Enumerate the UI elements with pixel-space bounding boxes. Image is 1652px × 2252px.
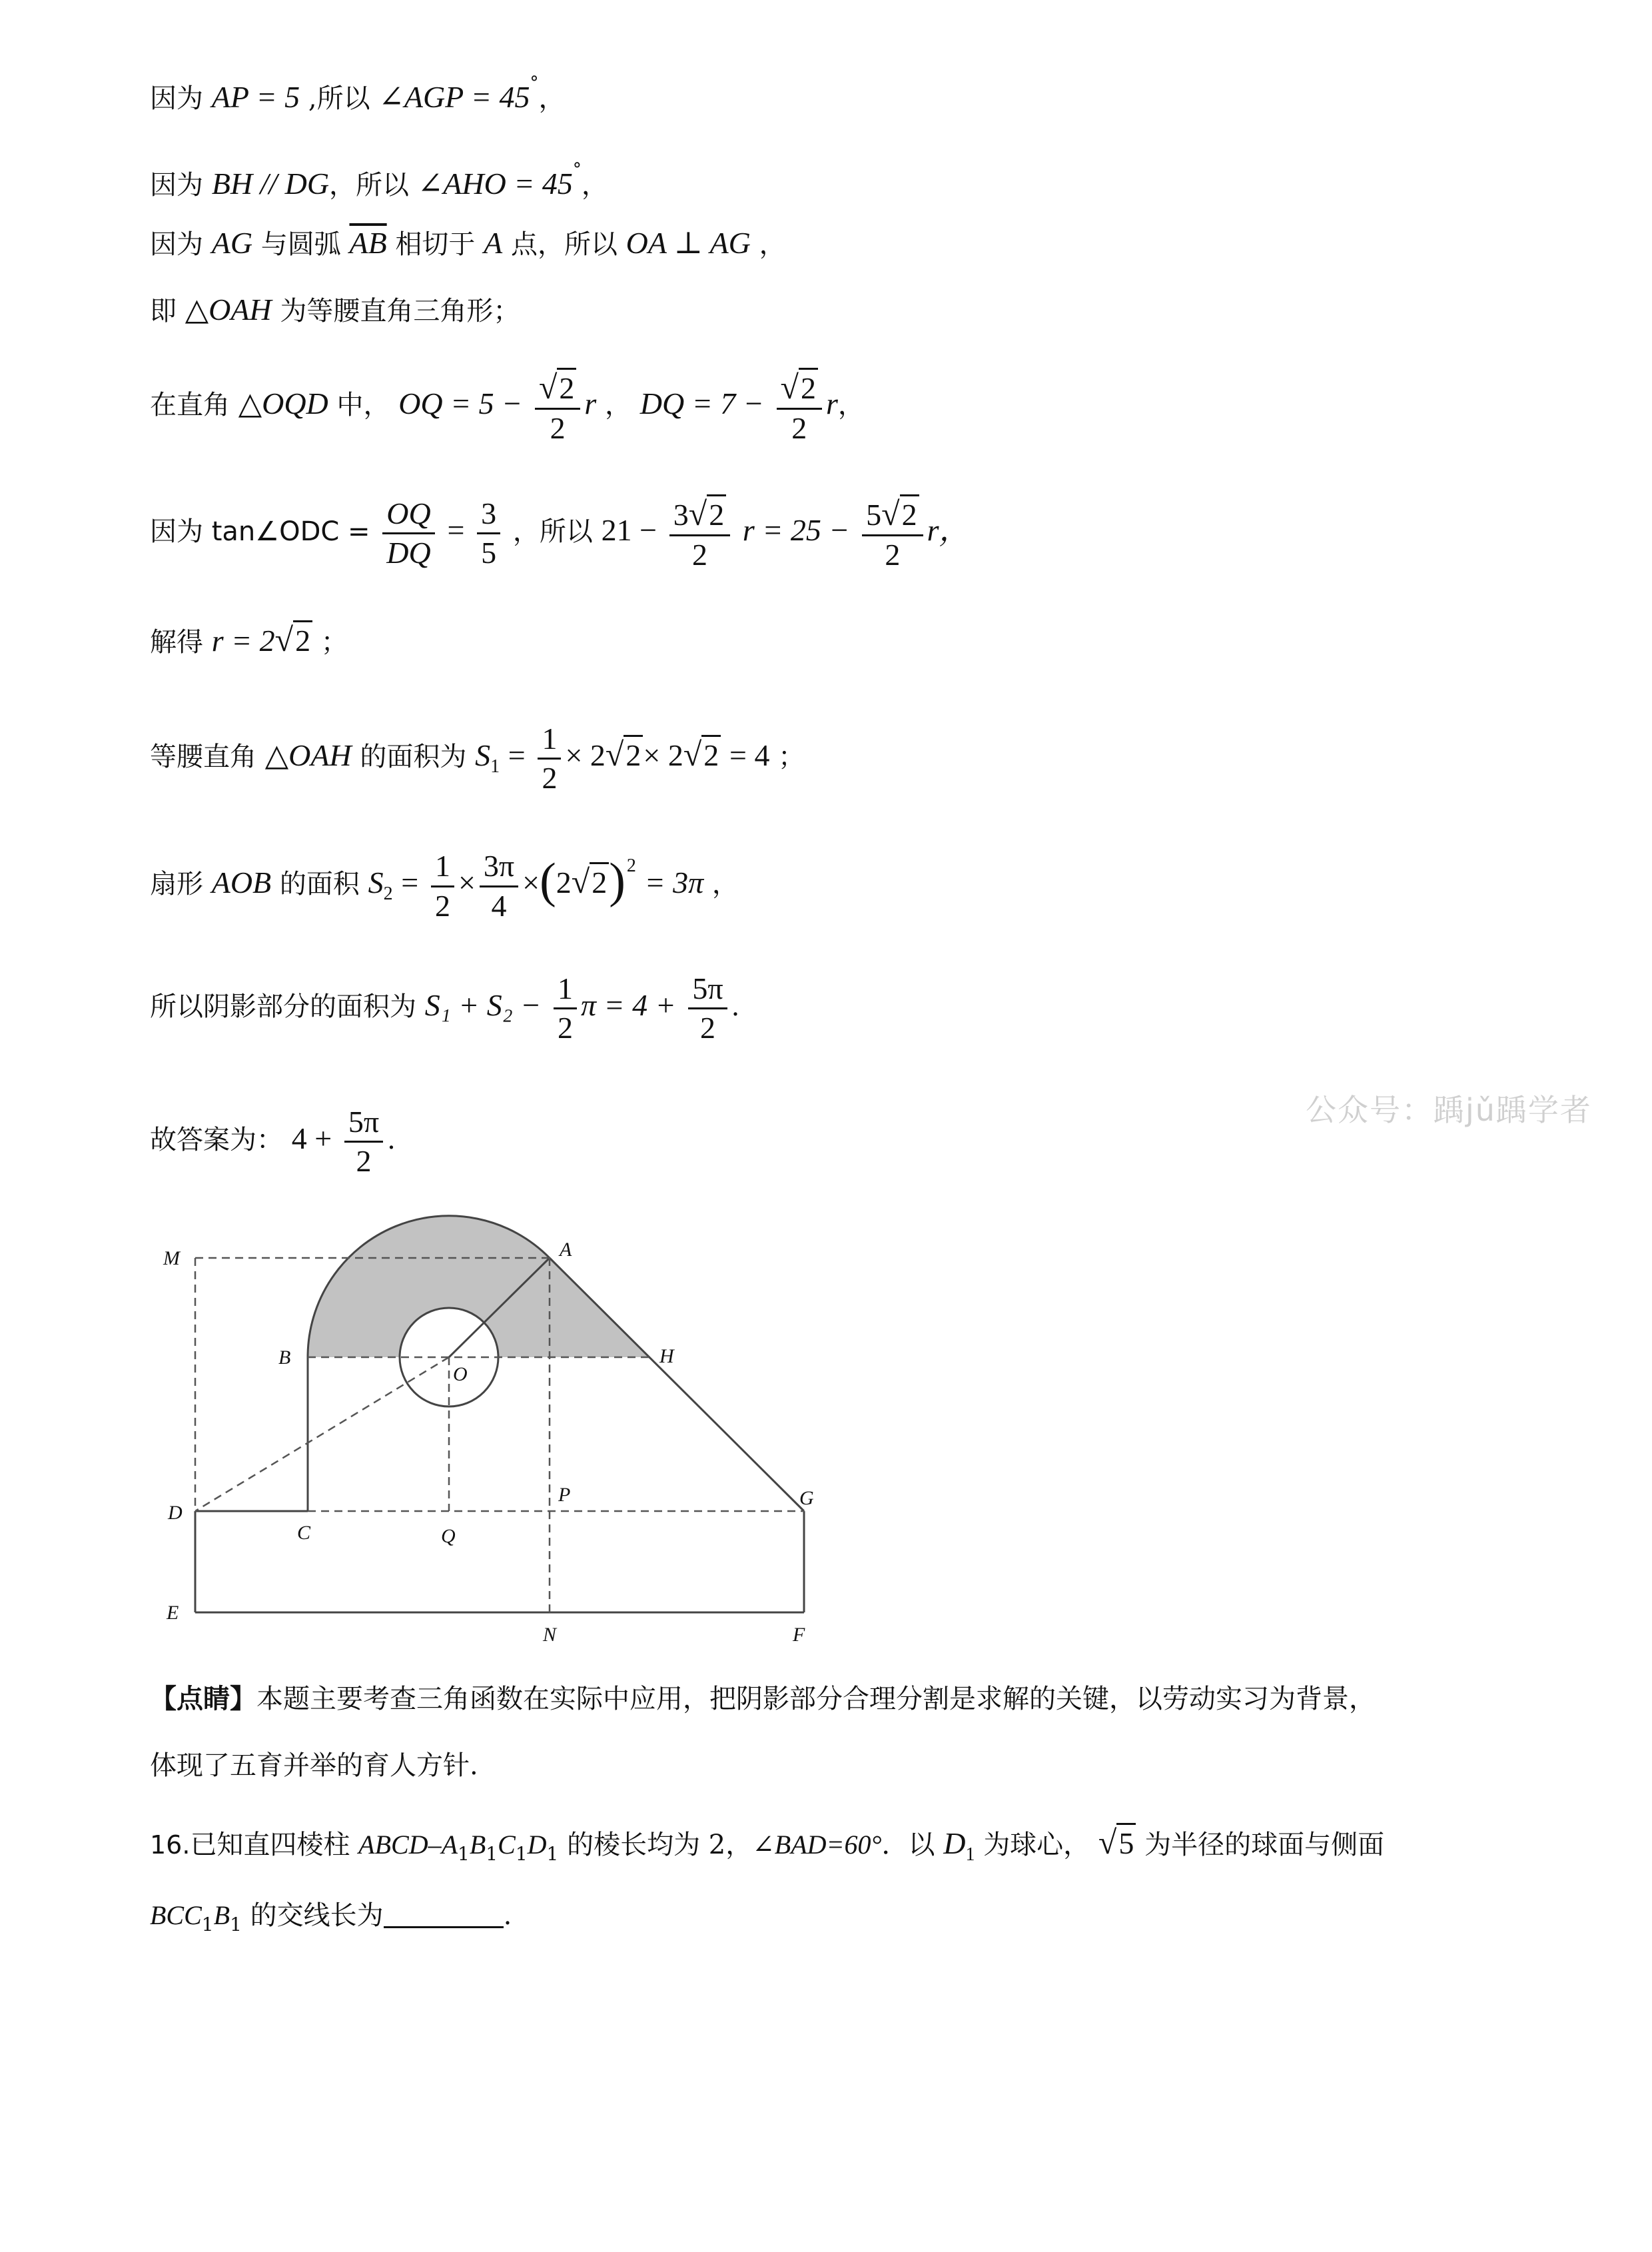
label-B: B — [278, 1347, 291, 1369]
denominator: 2 — [885, 537, 901, 572]
label-D: D — [168, 1502, 183, 1524]
text: 即 — [150, 296, 177, 326]
text: 为球心， — [983, 1830, 1090, 1860]
subscript: 1 — [230, 1914, 242, 1936]
watermark: 公众号：踽jǔ踽学者 — [1306, 1092, 1592, 1128]
math-expr: = 3π — [644, 865, 704, 899]
text: ； — [778, 741, 805, 772]
text: ； — [320, 627, 348, 658]
paren: ( — [540, 853, 556, 908]
denominator: 2 — [550, 410, 566, 445]
question-number: 16. — [150, 1830, 191, 1860]
math-expr: S₁ + S₂ − — [424, 987, 542, 1022]
label-E: E — [167, 1602, 179, 1624]
math-expr: r = 25 − — [742, 512, 850, 547]
radicand: 2 — [293, 620, 312, 658]
math-expr: OQ = 5 − — [398, 386, 523, 420]
denominator: 2 — [356, 1144, 372, 1179]
note-line-2 — [150, 1746, 478, 1786]
math-expr: AP = 5 — [211, 80, 300, 114]
label-G: G — [799, 1487, 814, 1509]
segment-AG — [550, 1258, 804, 1511]
numerator: 1 — [538, 723, 561, 760]
label-A: A — [560, 1239, 572, 1261]
text: 与圆弧 — [260, 229, 341, 260]
math-expr: B — [213, 1900, 230, 1930]
math-expr: AOB — [211, 865, 272, 899]
text: ， — [605, 389, 632, 420]
text: . — [731, 991, 740, 1022]
radicand: 2 — [701, 735, 721, 772]
text: ,所以 — [308, 83, 370, 114]
denominator: 2 — [699, 1011, 715, 1045]
text: 已知直四棱柱 — [190, 1830, 359, 1860]
radicand: 5 — [1116, 1823, 1136, 1860]
subscript: 1 — [515, 1843, 528, 1865]
text: 的棱长均为 2， — [558, 1830, 753, 1860]
answer-blank[interactable] — [384, 1900, 504, 1928]
math-expr: OA ⊥ AG — [625, 226, 751, 260]
coef: 5 — [866, 498, 882, 532]
math-expr: BCC — [150, 1900, 202, 1930]
text: ．以 — [881, 1830, 935, 1860]
radicand: 2 — [557, 368, 576, 405]
text: ， — [759, 229, 786, 260]
subscript: 1 — [490, 756, 500, 777]
text: 相切于 — [395, 229, 476, 260]
text: 为半径的球面与侧面 — [1144, 1830, 1385, 1860]
math-expr: $\overline{AB}$ — [349, 226, 387, 260]
math-expr: 4 + — [291, 1121, 332, 1155]
math-expr: π = 4 + — [581, 987, 676, 1022]
fraction-5sqrt2-over-2: $\frac{5√2}{2}$ — [862, 496, 923, 571]
text: 因为 — [150, 83, 203, 114]
denominator: DQ — [386, 536, 431, 570]
label-P: P — [558, 1484, 571, 1506]
subscript: 1 — [486, 1843, 498, 1865]
text: 因为 — [150, 516, 203, 547]
math-expr: = 4 — [729, 738, 770, 772]
numerator: 3 — [477, 498, 500, 534]
subscript: 1 — [546, 1843, 559, 1865]
text: 解得 — [150, 627, 203, 658]
math-expr: × — [458, 865, 476, 899]
math-var: S — [475, 738, 491, 772]
math-expr: DQ = 7 − — [639, 386, 764, 420]
text: ，所以 — [512, 516, 593, 547]
sqrt: √2 — [572, 861, 609, 903]
label-F: F — [793, 1624, 805, 1646]
label-O: O — [453, 1363, 468, 1385]
note-line-1 — [150, 1679, 1376, 1719]
radicand: 2 — [623, 735, 643, 772]
math-expr: 21 − — [601, 512, 657, 547]
text: 中， — [336, 389, 390, 420]
exponent: 2 — [626, 855, 636, 876]
math-expr: × 2 — [643, 738, 683, 772]
math-expr: ∠AHO = 45 — [417, 167, 573, 201]
math-expr: △OQD — [238, 386, 328, 420]
text: ， — [711, 869, 739, 899]
text: 的面积 — [279, 869, 360, 899]
math-expr: D — [943, 1826, 966, 1860]
denominator: 4 — [491, 888, 507, 923]
denominator: 2 — [434, 888, 450, 923]
text: 的交线长为 — [241, 1900, 384, 1931]
text: 在直角 — [150, 389, 230, 420]
math-var: r — [825, 386, 838, 420]
numerator: 1 — [554, 973, 577, 1009]
subscript: 1 — [201, 1914, 214, 1936]
math-var: r — [584, 386, 597, 420]
text: 因为 — [150, 229, 203, 260]
numerator: 3π — [480, 850, 518, 887]
math-expr: × — [522, 865, 540, 899]
subscript: 1 — [965, 1844, 975, 1865]
dashed-OD — [195, 1357, 449, 1511]
math-expr: = — [447, 512, 465, 547]
subscript: 1 — [458, 1843, 470, 1865]
text: ，所以 — [329, 170, 410, 201]
math-expr: △OAH — [185, 292, 272, 326]
text: 等腰直角 — [150, 741, 256, 772]
text: 故答案为： — [150, 1124, 283, 1155]
text: 所以阴影部分的面积为 — [150, 991, 416, 1022]
degree-sign: ° — [530, 73, 539, 93]
note-text: 本题主要考查三角函数在实际中应用，把阴影部分合理分割是求解的关键，以劳动实习为背景， — [256, 1684, 1376, 1714]
math-expr: BH // DG — [211, 167, 330, 201]
math-expr: D — [527, 1830, 547, 1860]
numerator: 1 — [431, 850, 454, 887]
label-H: H — [659, 1345, 674, 1367]
fraction-sqrt2-over-2: $\frac{√2}{2}$ — [535, 370, 580, 444]
radicand: 2 — [590, 862, 609, 899]
radicand: 2 — [799, 368, 818, 405]
numerator: 5π — [344, 1106, 383, 1143]
math-num: 2 — [556, 865, 572, 899]
note-bracket: 【点睛】 — [150, 1683, 256, 1714]
paren: ) — [609, 853, 625, 908]
label-M: M — [163, 1247, 180, 1269]
subscript: 2 — [383, 883, 393, 904]
sqrt: √2 — [275, 620, 312, 661]
math-expr: = — [508, 738, 526, 772]
math-expr: ABCD–A — [358, 1830, 458, 1860]
math-expr: ∠AGP = 45 — [378, 80, 530, 114]
label-C: C — [297, 1522, 311, 1544]
radicand: 2 — [707, 494, 726, 532]
fraction-sqrt2-over-2: $\frac{√2}{2}$ — [777, 370, 822, 444]
text: ， — [538, 83, 566, 114]
text: 因为 — [150, 170, 203, 201]
text: . — [387, 1124, 396, 1155]
math-expr: = — [401, 865, 419, 899]
math-expr: B — [469, 1830, 486, 1860]
numerator: OQ — [382, 498, 434, 534]
fraction-3sqrt2-over-2: $\frac{3√2}{2}$ — [669, 496, 730, 571]
math-expr: r = 2 — [211, 624, 275, 658]
text: . — [503, 1900, 512, 1931]
sqrt: √2 — [606, 734, 643, 776]
text: 为等腰直角三角形； — [280, 296, 520, 326]
math-expr: ∠BAD=60° — [752, 1830, 882, 1860]
text: 的面积为 — [360, 741, 467, 772]
numerator: 5π — [688, 973, 727, 1009]
denominator: 5 — [481, 536, 497, 570]
note-text: 体现了五育并举的育人方针. — [150, 1750, 478, 1781]
coef: 3 — [673, 498, 689, 532]
text: ， — [837, 389, 865, 420]
math-expr: tan∠ODC = — [211, 516, 370, 547]
question-16-line-2 — [150, 1896, 512, 1945]
sqrt: √5 — [1098, 1822, 1136, 1864]
question-16-line-1 — [150, 1822, 1384, 1875]
label-Q: Q — [441, 1525, 456, 1547]
denominator: 2 — [791, 410, 807, 445]
sqrt: √2 — [683, 734, 721, 776]
radicand: 2 — [900, 494, 919, 532]
math-expr: C — [498, 1830, 516, 1860]
denominator: 2 — [691, 537, 707, 572]
denominator: 2 — [558, 1011, 574, 1045]
math-expr: A — [484, 226, 503, 260]
math-expr: × 2 — [565, 738, 606, 772]
math-var: S — [368, 865, 384, 899]
text: 扇形 — [150, 869, 203, 899]
degree-sign: ° — [572, 160, 582, 180]
text: ， — [581, 170, 608, 201]
text: 点，所以 — [510, 229, 618, 260]
math-expr: △OAH — [264, 738, 352, 772]
label-N: N — [543, 1624, 557, 1646]
math-expr: AG — [211, 226, 253, 260]
denominator: 2 — [542, 761, 558, 796]
math-expr: r， — [927, 512, 970, 547]
